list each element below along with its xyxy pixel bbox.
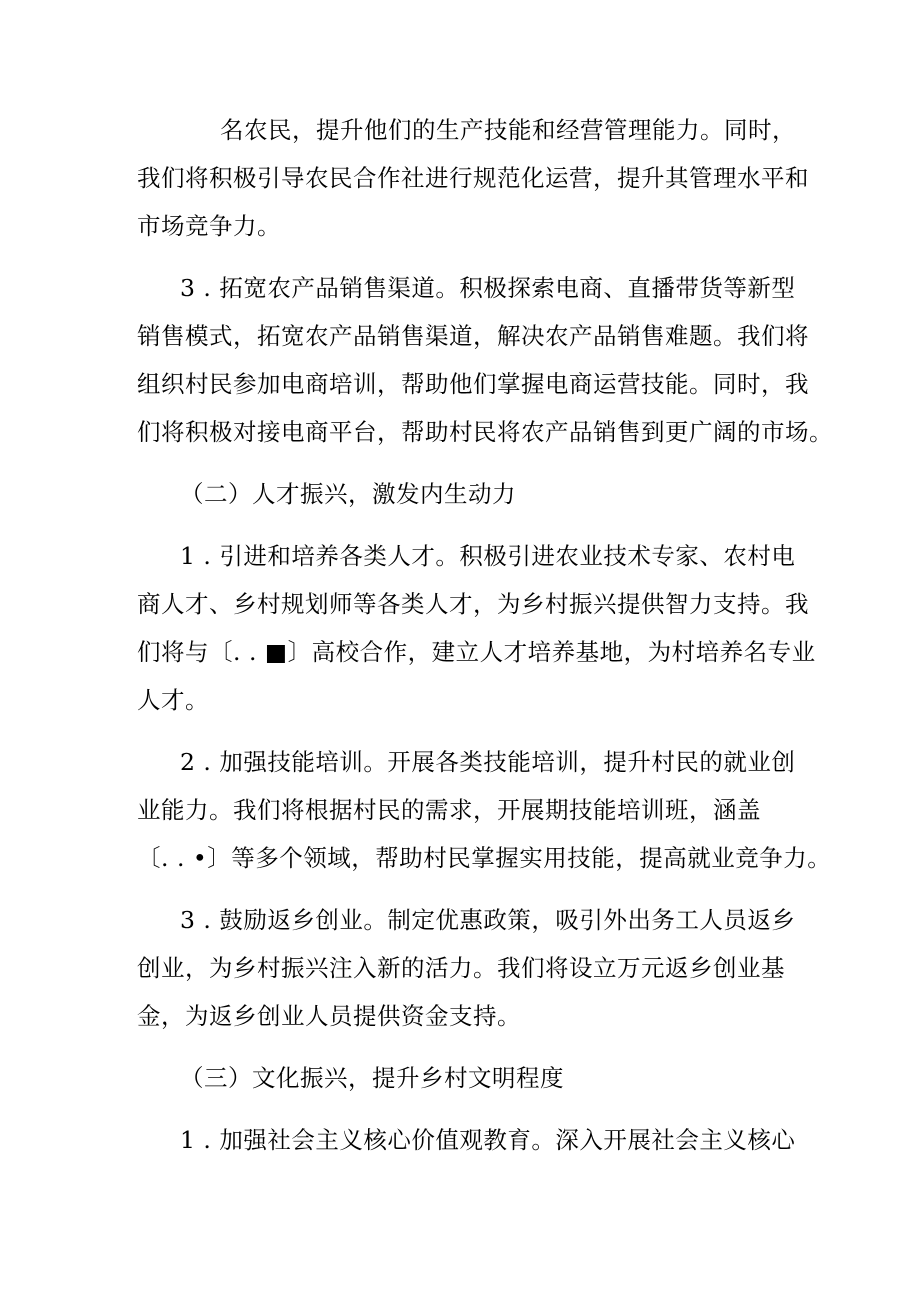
- paragraph-6-line-1: 1 . 加强社会主义核心价值观教育。深入开展社会主义核心: [180, 1126, 796, 1154]
- paragraph-1-line-2: 我们将积极引导农民合作社进行规范化运营，提升其管理水平和: [137, 164, 809, 192]
- paragraph-4-line-1: 2 . 加强技能培训。开展各类技能培训，提升村民的就业创: [180, 748, 796, 776]
- paragraph-5-line-1: 3 . 鼓励返乡创业。制定优惠政策，吸引外出务工人员返乡: [180, 906, 796, 934]
- paragraph-4-line-2: 业能力。我们将根据村民的需求，开展期技能培训班，涵盖: [137, 796, 761, 824]
- paragraph-2-line-4: 们将积极对接电商平台，帮助村民将农产品销售到更广阔的市场。: [137, 418, 833, 446]
- paragraph-3-line-4: 人才。: [137, 686, 209, 714]
- paragraph-1-line-3: 市场竞争力。: [137, 212, 281, 240]
- paragraph-5-line-3: 金，为返乡创业人员提供资金支持。: [137, 1002, 521, 1030]
- paragraph-4-line-3: 〔. . •〕等多个领域，帮助村民掌握实用技能，提高就业竞争力。: [137, 844, 832, 872]
- section-heading-2: （二）人才振兴，激发内生动力: [180, 480, 516, 508]
- paragraph-3-line-2: 商人才、乡村规划师等各类人才，为乡村振兴提供智力支持。我: [137, 590, 809, 618]
- section-heading-3: （三）文化振兴，提升乡村文明程度: [180, 1064, 564, 1092]
- paragraph-3-line-3: 们将与〔. . ■〕高校合作，建立人才培养基地，为村培养名专业: [137, 638, 816, 666]
- paragraph-1-line-1: 名农民，提升他们的生产技能和经营管理能力。同时，: [220, 116, 796, 144]
- paragraph-2-line-3: 组织村民参加电商培训，帮助他们掌握电商运营技能。同时，我: [137, 370, 809, 398]
- paragraph-2-line-2: 销售模式，拓宽农产品销售渠道，解决农产品销售难题。我们将: [137, 322, 809, 350]
- paragraph-2-line-1: 3 . 拓宽农产品销售渠道。积极探索电商、直播带货等新型: [180, 274, 796, 302]
- paragraph-5-line-2: 创业，为乡村振兴注入新的活力。我们将设立万元返乡创业基: [137, 954, 785, 982]
- paragraph-3-line-1: 1 . 引进和培养各类人才。积极引进农业技术专家、农村电: [180, 542, 796, 570]
